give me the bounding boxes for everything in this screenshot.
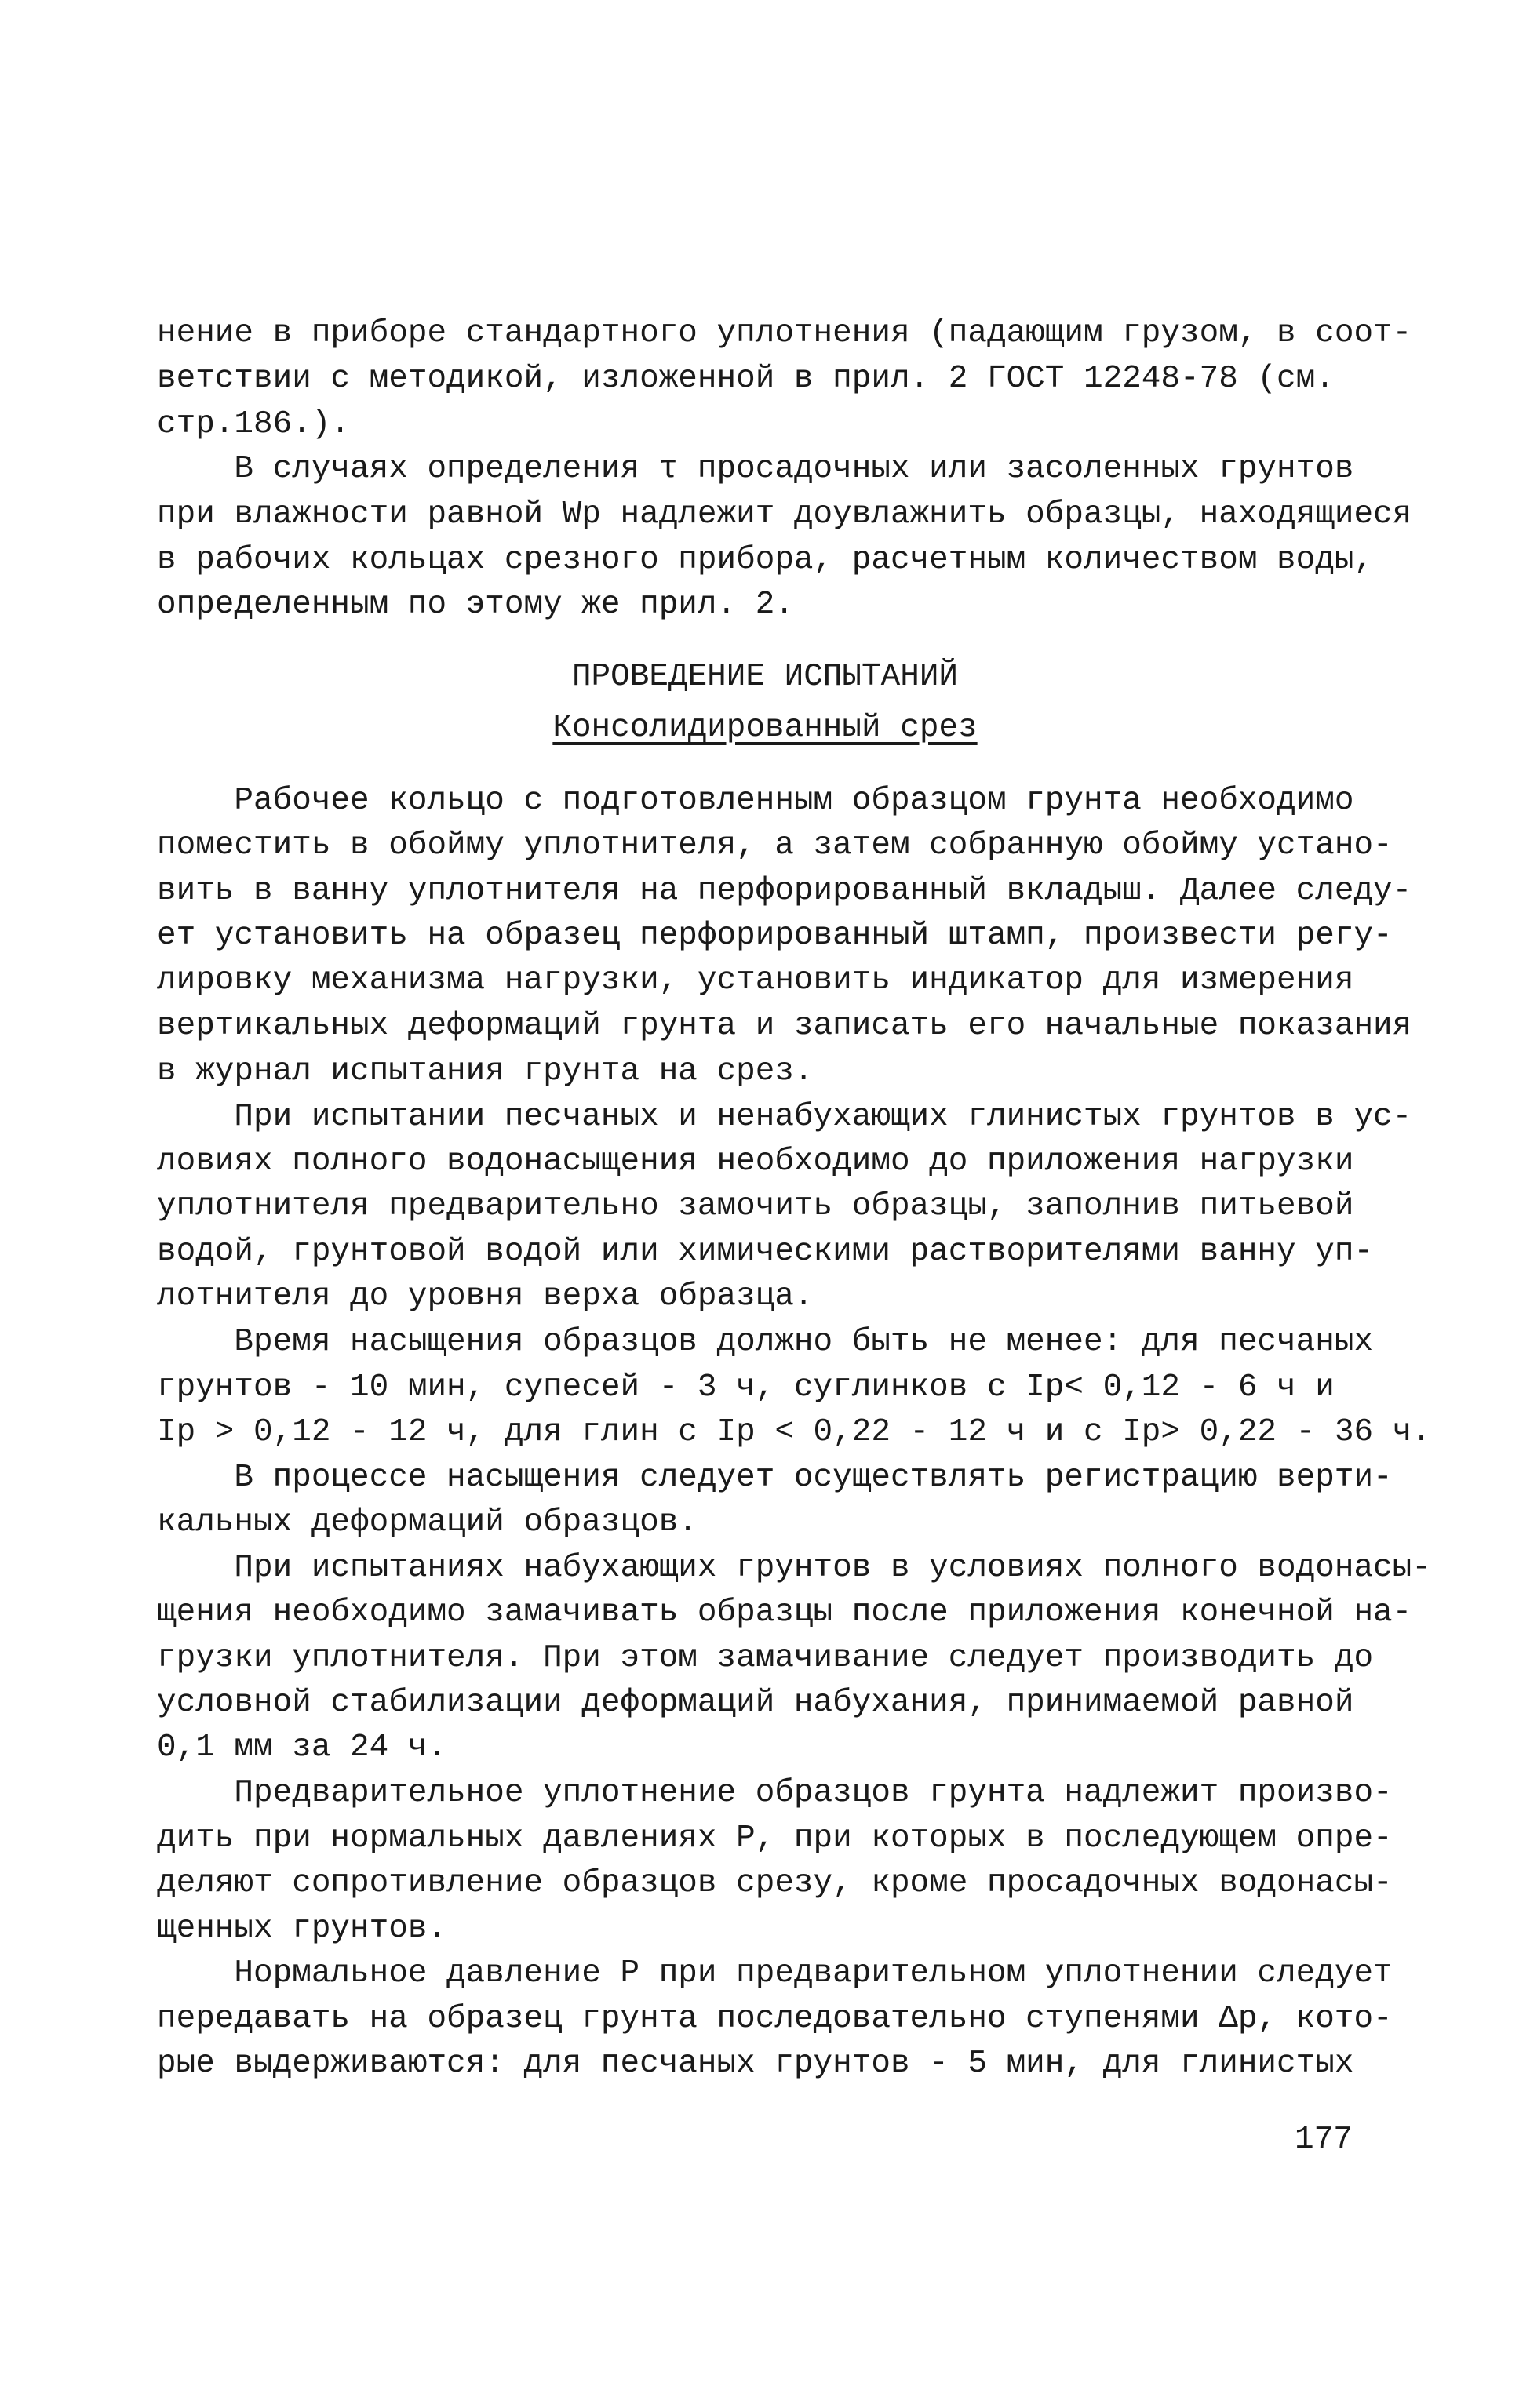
text-line: нение в приборе стандартного уплотнения (падающим грузом, в соот-: [157, 315, 1412, 351]
text-line: рые выдерживаются: для песчаных грунтов - 5 мин, для глинистых: [157, 2046, 1354, 2082]
text-line: условной стабилизации деформаций набухания, принимаемой равной: [157, 1685, 1354, 1721]
section-heading: ПРОВЕДЕНИЕ ИСПЫТАНИЙ: [571, 659, 959, 695]
text-line: При испытании песчаных и ненабухающих глинистых грунтов в ус-: [157, 1099, 1412, 1135]
text-line: В процессе насыщения следует осуществлять регистрацию верти-: [157, 1460, 1393, 1496]
text-line: водой, грунтовой водой или химическими растворителями ванну уп-: [157, 1234, 1374, 1270]
text-line: ет установить на образец перфорированный штамп, произвести регу-: [157, 918, 1393, 954]
text-line: в журнал испытания грунта на срез.: [157, 1053, 814, 1089]
text-line: При испытаниях набухающих грунтов в условиях полного водонасы-: [157, 1550, 1431, 1586]
text-line: поместить в обойму уплотнителя, а затем собранную обойму устано-: [157, 828, 1393, 864]
text-line: ловиях полного водонасыщения необходимо до приложения нагрузки: [157, 1144, 1354, 1180]
text-line: уплотнителя предварительно замочить образцы, заполнив питьевой: [157, 1188, 1354, 1224]
text-line: В случаях определения τ просадочных или засоленных грунтов: [157, 451, 1354, 487]
section-subheading: [0, 706, 1530, 750]
text-line: в рабочих кольцах срезного прибора, расчетным количеством воды,: [157, 542, 1374, 578]
text-line: грузки уплотнителя. При этом замачивание следует производить до: [157, 1640, 1374, 1676]
text-line: Рабочее кольцо с подготовленным образцом грунта необходимо: [157, 783, 1354, 819]
text-line: грунтов - 10 мин, супесей - 3 ч, суглинков с Ip< 0,12 - 6 ч и: [157, 1370, 1335, 1406]
text-line: ветствии с методикой, изложенной в прил. 2 ГОСТ 12248-78 (см.: [157, 361, 1335, 397]
text-line: лотнителя до уровня верха образца.: [157, 1279, 814, 1315]
text-line: вертикальных деформаций грунта и записать его начальные показания: [157, 1008, 1412, 1044]
text-line: определенным по этому же прил. 2.: [157, 587, 794, 623]
text-line: щения необходимо замачивать образцы после приложения конечной на-: [157, 1595, 1412, 1631]
text-line: стр.186.).: [157, 406, 351, 442]
page-number: 177: [1295, 2122, 1353, 2158]
text-line: дить при нормальных давлениях Р, при которых в последующем опре-: [157, 1821, 1393, 1857]
text-line: вить в ванну уплотнителя на перфорированный вкладыш. Далее следу-: [157, 873, 1412, 909]
text-line: Время насыщения образцов должно быть не менее: для песчаных: [157, 1324, 1374, 1360]
text-line: при влажности равной Wp надлежит доувлажнить образцы, находящиеся: [157, 497, 1412, 533]
text-line: кальных деформаций образцов.: [157, 1504, 698, 1540]
text-line: Предварительное уплотнение образцов грунта надлежит произво-: [157, 1775, 1393, 1811]
text-line: щенных грунтов.: [157, 1911, 447, 1947]
text-line: лировку механизма нагрузки, установить индикатор для измерения: [157, 962, 1354, 998]
text-line: Ip > 0,12 - 12 ч, для глин с Ip < 0,22 - 12 ч и с Ip> 0,22 - 36 ч.: [157, 1414, 1431, 1450]
subheading-text: Консолидированный срез: [552, 710, 978, 746]
text-line: 0,1 мм за 24 ч.: [157, 1730, 447, 1766]
text-line: передавать на образец грунта последовательно ступенями Δp, кото-: [157, 2001, 1393, 2037]
text-line: Нормальное давление Р при предварительном уплотнении следует: [157, 1955, 1393, 1992]
text-line: деляют сопротивление образцов срезу, кроме просадочных водонасы-: [157, 1865, 1393, 1901]
